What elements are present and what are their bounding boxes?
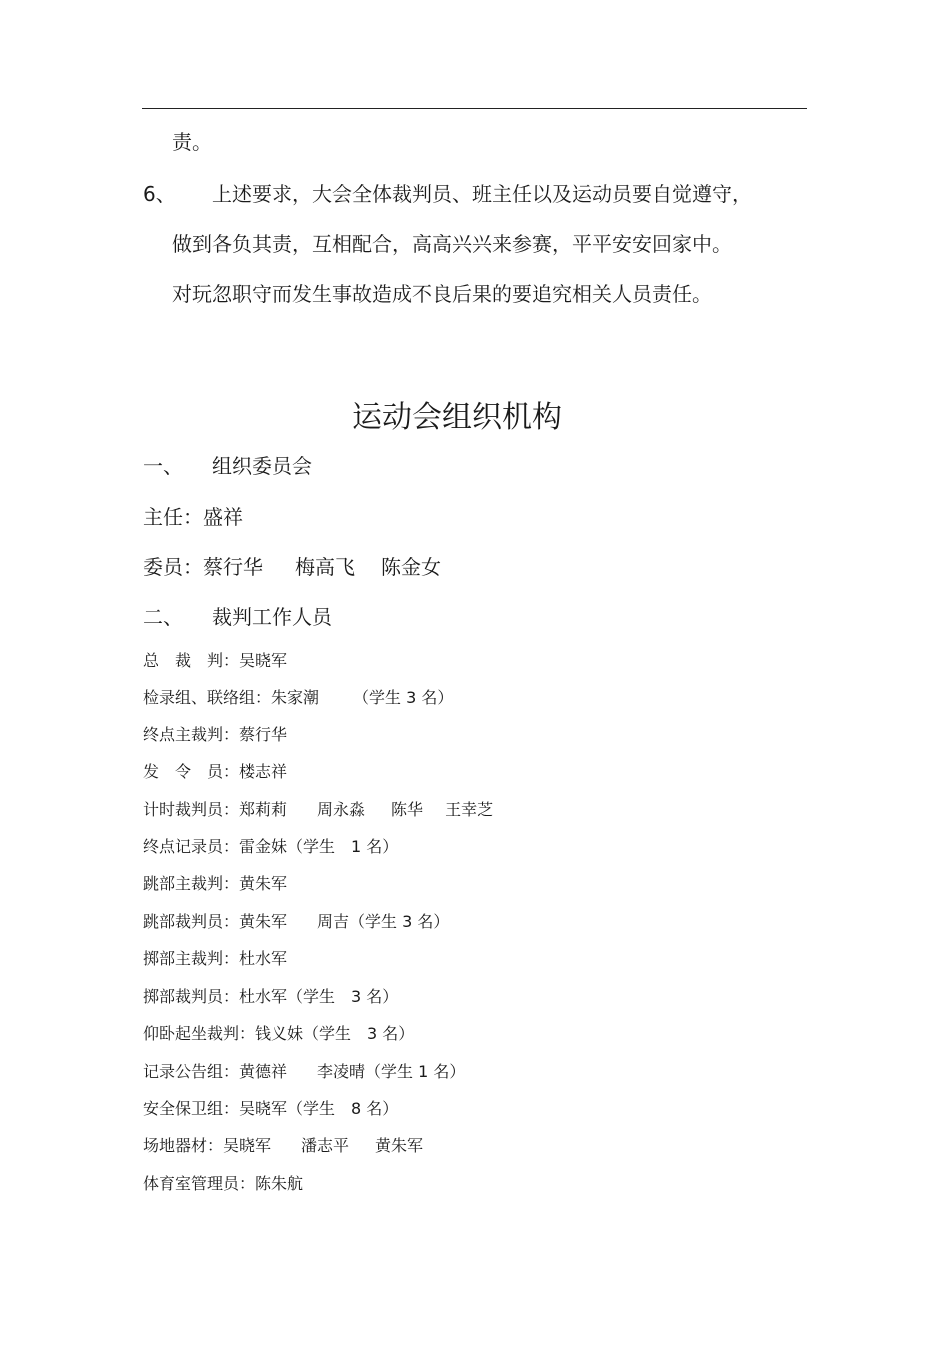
item-6-line-2: 做到各负其责，互相配合，高高兴兴来参赛，平平安安回家中。 — [172, 232, 732, 256]
staff-name: 朱家潮 — [271, 688, 320, 707]
staff-label: 总 裁 判： — [143, 651, 240, 670]
staff-label: 跳部裁判员： — [143, 912, 240, 931]
director-row — [143, 505, 243, 529]
page-title: 运动会组织机构 — [352, 400, 562, 435]
staff-name: 杜水军 — [239, 949, 288, 968]
staff-row — [143, 651, 287, 671]
staff-row — [143, 688, 453, 708]
staff-row — [143, 762, 287, 782]
continuation-text: 责。 — [172, 130, 212, 154]
staff-name: 黄朱军 — [375, 1136, 424, 1155]
staff-name: 周吉（学生 3 名） — [317, 912, 450, 931]
staff-name: 王幸芝 — [445, 800, 494, 819]
members-row — [143, 555, 441, 579]
staff-row — [143, 949, 287, 969]
staff-label: 发 令 员： — [143, 762, 240, 781]
staff-row — [143, 1099, 398, 1119]
staff-name: （学生 3 名） — [353, 688, 454, 707]
staff-row — [143, 987, 398, 1007]
staff-name: 陈华 — [391, 800, 424, 819]
staff-name: 黄德祥 — [239, 1062, 288, 1081]
section-1-heading: 组织委员会 — [212, 454, 312, 478]
staff-label: 安全保卫组： — [143, 1099, 240, 1118]
item-6-number: 6、 — [143, 182, 176, 206]
staff-name: 黄朱军 — [239, 912, 288, 931]
section-2-heading: 裁判工作人员 — [212, 605, 332, 629]
staff-label: 体育室管理员： — [143, 1174, 256, 1193]
section-2-number: 二、 — [143, 605, 183, 629]
staff-row — [143, 725, 287, 745]
staff-name: 蔡行华 — [239, 725, 288, 744]
staff-row — [143, 874, 287, 894]
staff-name: 钱义妹（学生 3 名） — [255, 1024, 415, 1043]
staff-row — [143, 1062, 465, 1082]
staff-row — [143, 912, 449, 932]
staff-name: 雷金妹（学生 1 名） — [239, 837, 399, 856]
staff-label: 终点主裁判： — [143, 725, 240, 744]
director-name: 盛祥 — [203, 505, 243, 529]
staff-name: 黄朱军 — [239, 874, 288, 893]
member-name: 陈金女 — [381, 555, 441, 579]
staff-name: 周永淼 — [317, 800, 366, 819]
staff-name: 陈朱航 — [255, 1174, 304, 1193]
staff-name: 吴晓军 — [239, 651, 288, 670]
staff-name: 杜水军（学生 3 名） — [239, 987, 399, 1006]
header-rule — [142, 108, 807, 109]
item-6-line-1: 上述要求，大会全体裁判员、班主任以及运动员要自觉遵守， — [212, 182, 752, 206]
staff-name: 楼志祥 — [239, 762, 288, 781]
staff-label: 仰卧起坐裁判： — [143, 1024, 256, 1043]
staff-label: 计时裁判员： — [143, 800, 240, 819]
staff-row — [143, 837, 398, 857]
staff-row — [143, 800, 493, 820]
staff-name: 李凌晴（学生 1 名） — [317, 1062, 466, 1081]
staff-label: 掷部主裁判： — [143, 949, 240, 968]
staff-label: 跳部主裁判： — [143, 874, 240, 893]
director-label: 主任： — [143, 505, 203, 529]
staff-label: 掷部裁判员： — [143, 987, 240, 1006]
staff-name: 吴晓军（学生 8 名） — [239, 1099, 399, 1118]
members-label: 委员： — [143, 555, 203, 579]
member-name: 蔡行华 — [203, 555, 263, 579]
item-6-line-3: 对玩忽职守而发生事故造成不良后果的要追究相关人员责任。 — [172, 282, 712, 306]
staff-label: 检录组、联络组： — [143, 688, 272, 707]
staff-label: 终点记录员： — [143, 837, 240, 856]
staff-label: 场地器材： — [143, 1136, 224, 1155]
staff-name: 潘志平 — [301, 1136, 350, 1155]
staff-label: 记录公告组： — [143, 1062, 240, 1081]
staff-name: 吴晓军 — [223, 1136, 272, 1155]
staff-name: 郑莉莉 — [239, 800, 288, 819]
member-name: 梅高飞 — [295, 555, 355, 579]
staff-row — [143, 1174, 303, 1194]
section-1-number: 一、 — [143, 454, 183, 478]
staff-row — [143, 1024, 414, 1044]
staff-row — [143, 1136, 423, 1156]
